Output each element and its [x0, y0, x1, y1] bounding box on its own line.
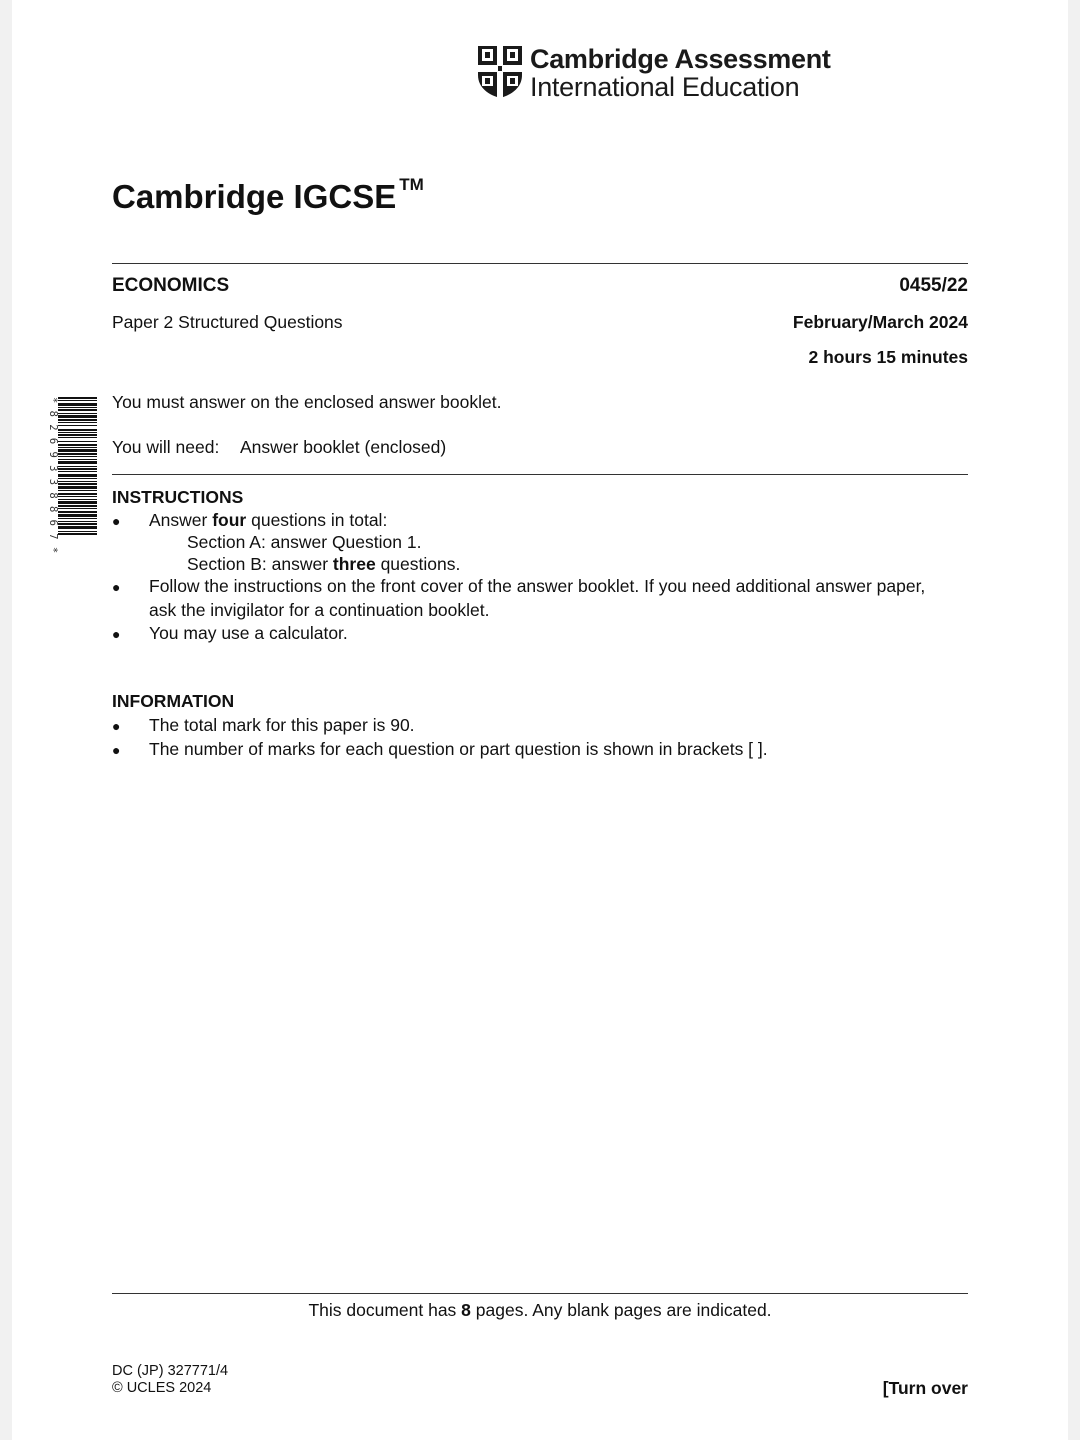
barcode-bar — [58, 434, 97, 436]
bullet-icon: ● — [112, 579, 121, 595]
instruction-text: Answer — [149, 510, 213, 530]
barcode-bar — [58, 511, 97, 513]
barcode-bar — [58, 432, 97, 433]
trademark: TM — [399, 175, 424, 194]
barcode-bar — [58, 444, 97, 446]
page-title — [112, 175, 424, 216]
barcode-bar — [58, 483, 97, 485]
barcode-bar — [58, 481, 97, 482]
barcode-bar — [58, 441, 97, 442]
turn-over-label: [Turn over — [882, 1378, 968, 1398]
barcode-bar — [58, 447, 97, 448]
barcode-icon — [45, 395, 97, 600]
barcode-bar — [58, 449, 97, 452]
logo-line-1: Cambridge Assessment — [530, 44, 831, 74]
barcode-bar — [58, 419, 97, 421]
barcode-bar — [58, 521, 97, 522]
document-meta — [112, 1363, 228, 1397]
instruction-item-2-line-2: ask the invigilator for a continuation booklet. — [149, 600, 490, 620]
instruction-text: questions. — [375, 554, 461, 574]
information-item-1: The total mark for this paper is 90. — [149, 715, 415, 735]
information-heading: INFORMATION — [112, 691, 235, 711]
need-label: You will need: — [112, 437, 220, 457]
barcode-bar — [58, 453, 97, 455]
exam-duration: 2 hours 15 minutes — [808, 347, 968, 367]
cambridge-logo — [477, 45, 831, 101]
barcode-bar — [58, 496, 97, 497]
barcode-bar — [58, 466, 97, 467]
page-count: 8 — [461, 1300, 471, 1320]
bullet-icon: ● — [112, 742, 121, 758]
copyright: © UCLES 2024 — [112, 1380, 212, 1396]
barcode-bar — [58, 425, 97, 426]
barcode-bar — [58, 456, 97, 457]
bullet-icon: ● — [112, 718, 121, 734]
section-b-instruction — [187, 553, 460, 575]
barcode-number: *8269338867* — [47, 397, 59, 561]
barcode-bar — [58, 413, 97, 414]
instructions-heading: INSTRUCTIONS — [112, 487, 244, 507]
barcode-bar — [58, 437, 97, 438]
barcode-bar — [58, 514, 97, 517]
barcode-bar — [58, 508, 97, 509]
instruction-text: Section B: answer — [187, 554, 333, 574]
syllabus-code: 0455/22 — [899, 275, 968, 296]
exam-session: February/March 2024 — [792, 312, 968, 332]
footer-text: pages. Any blank pages are indicated. — [470, 1300, 772, 1320]
barcode-bar — [58, 505, 97, 507]
barcode-bar — [58, 461, 97, 464]
logo-line-2: International Education — [530, 72, 800, 102]
title-text: Cambridge IGCSE — [112, 178, 397, 215]
cambridge-shield-icon — [477, 45, 523, 99]
barcode-bar — [58, 493, 97, 495]
paper-name: Paper 2 Structured Questions — [112, 312, 343, 332]
barcode-bar — [58, 407, 97, 408]
barcode-bar — [58, 429, 97, 431]
divider-footer — [112, 1293, 968, 1294]
instruction-text: questions in total: — [246, 510, 388, 530]
barcode-bar — [58, 403, 97, 406]
section-a-instruction: Section A: answer Question 1. — [187, 532, 422, 552]
bullet-icon: ● — [112, 513, 121, 529]
barcode-bar — [58, 531, 97, 532]
barcode-bar — [58, 533, 97, 535]
must-answer-note: You must answer on the enclosed answer booklet. — [112, 392, 502, 412]
information-item-2: The number of marks for each question or part question is shown in brackets [ ]. — [149, 739, 768, 759]
document-code: DC (JP) 327771/4 — [112, 1363, 229, 1379]
barcode-bar — [58, 523, 97, 525]
instruction-emphasis: three — [332, 554, 376, 574]
barcode-bar — [58, 409, 97, 411]
barcode-bar — [58, 422, 97, 423]
instruction-emphasis: four — [212, 510, 247, 530]
divider-top — [112, 263, 968, 264]
barcode — [45, 395, 97, 600]
barcode-bar — [58, 478, 97, 479]
barcode-bar — [58, 459, 97, 460]
need-value: Answer booklet (enclosed) — [240, 437, 447, 457]
instruction-item-2-line-1: Follow the instructions on the front cover of the answer booklet. If you need additional answer paper, — [149, 576, 926, 596]
barcode-bar — [58, 415, 97, 418]
barcode-bar — [58, 471, 97, 472]
barcode-bar — [58, 526, 97, 529]
barcode-bar — [58, 499, 97, 500]
subject: ECONOMICS — [112, 275, 230, 296]
footer-text: This document has — [308, 1300, 462, 1320]
instruction-item-1 — [149, 509, 387, 531]
barcode-bar — [58, 486, 97, 489]
barcode-bar — [58, 468, 97, 470]
page-count-note — [0, 1300, 1080, 1321]
barcode-bar — [58, 490, 97, 491]
barcode-bar — [58, 501, 97, 504]
barcode-bar — [58, 518, 97, 519]
bullet-icon: ● — [112, 626, 121, 642]
divider-middle — [112, 474, 968, 475]
barcode-bar — [58, 397, 97, 399]
barcode-bar — [58, 400, 97, 401]
instruction-item-3: You may use a calculator. — [149, 623, 348, 643]
barcode-bar — [58, 474, 97, 477]
